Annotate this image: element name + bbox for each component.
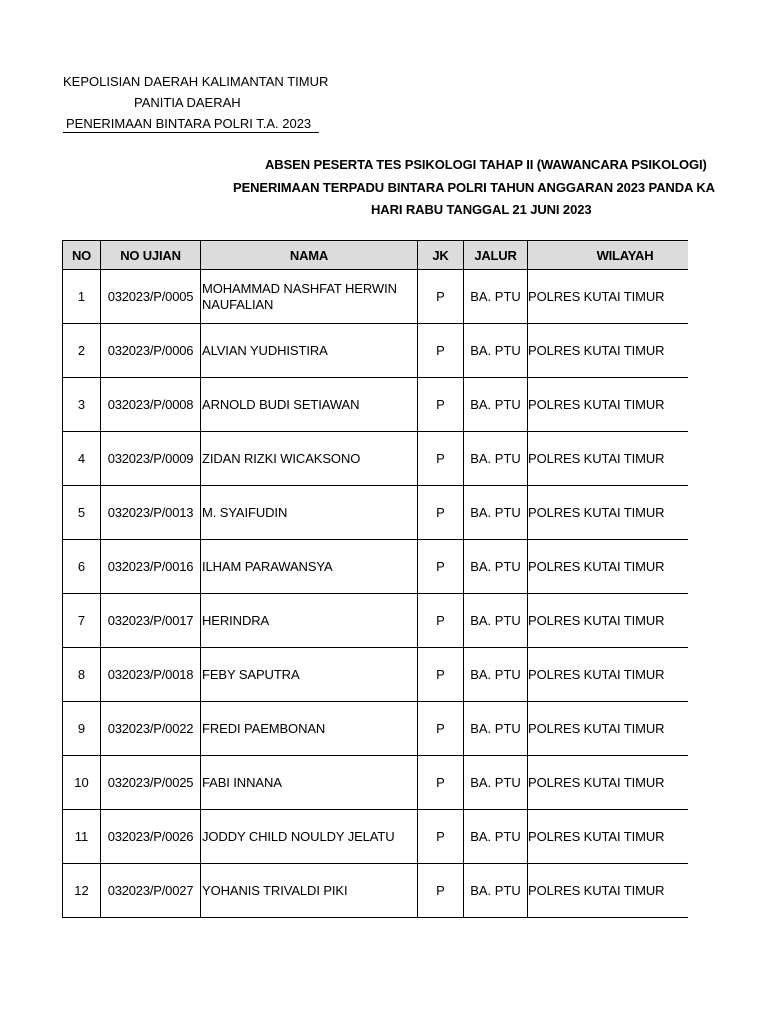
- table-header-row: [63, 241, 689, 270]
- cell-no-ujian: 032023/P/0005: [101, 270, 201, 324]
- cell-wilayah: POLRES KUTAI TIMUR: [528, 432, 689, 486]
- cell-no: 4: [63, 432, 101, 486]
- attendance-table: [62, 240, 688, 918]
- cell-jalur: BA. PTU: [464, 540, 528, 594]
- table-row: [63, 270, 689, 324]
- cell-wilayah: POLRES KUTAI TIMUR: [528, 324, 689, 378]
- cell-no-ujian: 032023/P/0017: [101, 594, 201, 648]
- cell-jalur: BA. PTU: [464, 810, 528, 864]
- table-row: [63, 594, 689, 648]
- cell-wilayah: POLRES KUTAI TIMUR: [528, 648, 689, 702]
- cell-nama: JODDY CHILD NOULDY JELATU: [201, 810, 418, 864]
- cell-nama: MOHAMMAD NASHFAT HERWIN NAUFALIAN: [201, 270, 418, 324]
- org-name: KEPOLISIAN DAERAH KALIMANTAN TIMUR: [63, 74, 329, 89]
- cell-jalur: BA. PTU: [464, 486, 528, 540]
- cell-no: 1: [63, 270, 101, 324]
- cell-nama: ILHAM PARAWANSYA: [201, 540, 418, 594]
- cell-no-ujian: 032023/P/0027: [101, 864, 201, 918]
- cell-jalur: BA. PTU: [464, 378, 528, 432]
- table-row: [63, 432, 689, 486]
- cell-wilayah: POLRES KUTAI TIMUR: [528, 756, 689, 810]
- cell-nama: ARNOLD BUDI SETIAWAN: [201, 378, 418, 432]
- cell-no: 10: [63, 756, 101, 810]
- cell-jk: P: [418, 756, 464, 810]
- column-header-jalur: JALUR: [464, 241, 528, 270]
- document-date: HARI RABU TANGGAL 21 JUNI 2023: [371, 202, 592, 217]
- cell-no-ujian: 032023/P/0022: [101, 702, 201, 756]
- table-row: [63, 810, 689, 864]
- column-header-no: NO: [63, 241, 101, 270]
- cell-no: 8: [63, 648, 101, 702]
- cell-wilayah: POLRES KUTAI TIMUR: [528, 702, 689, 756]
- cell-no-ujian: 032023/P/0018: [101, 648, 201, 702]
- cell-jalur: BA. PTU: [464, 648, 528, 702]
- cell-nama: ZIDAN RIZKI WICAKSONO: [201, 432, 418, 486]
- cell-wilayah: POLRES KUTAI TIMUR: [528, 270, 689, 324]
- committee-name: PANITIA DAERAH: [134, 95, 241, 110]
- cell-no-ujian: 032023/P/0008: [101, 378, 201, 432]
- cell-jk: P: [418, 810, 464, 864]
- cell-jalur: BA. PTU: [464, 324, 528, 378]
- cell-jalur: BA. PTU: [464, 594, 528, 648]
- cell-jalur: BA. PTU: [464, 432, 528, 486]
- table-row: [63, 324, 689, 378]
- cell-nama: M. SYAIFUDIN: [201, 486, 418, 540]
- cell-wilayah: POLRES KUTAI TIMUR: [528, 810, 689, 864]
- cell-no-ujian: 032023/P/0026: [101, 810, 201, 864]
- cell-wilayah: POLRES KUTAI TIMUR: [528, 864, 689, 918]
- cell-jalur: BA. PTU: [464, 702, 528, 756]
- cell-no: 11: [63, 810, 101, 864]
- cell-no: 6: [63, 540, 101, 594]
- cell-jk: P: [418, 486, 464, 540]
- cell-jk: P: [418, 594, 464, 648]
- cell-no-ujian: 032023/P/0009: [101, 432, 201, 486]
- cell-jk: P: [418, 324, 464, 378]
- table-row: [63, 378, 689, 432]
- cell-no: 2: [63, 324, 101, 378]
- cell-jk: P: [418, 270, 464, 324]
- cell-wilayah: POLRES KUTAI TIMUR: [528, 378, 689, 432]
- attendance-table-container: [62, 240, 688, 922]
- cell-no: 12: [63, 864, 101, 918]
- cell-nama: FREDI PAEMBONAN: [201, 702, 418, 756]
- cell-jalur: BA. PTU: [464, 270, 528, 324]
- table-row: [63, 702, 689, 756]
- table-row: [63, 864, 689, 918]
- cell-jk: P: [418, 864, 464, 918]
- cell-no: 9: [63, 702, 101, 756]
- cell-jalur: BA. PTU: [464, 756, 528, 810]
- cell-jk: P: [418, 648, 464, 702]
- document-title: ABSEN PESERTA TES PSIKOLOGI TAHAP II (WAWANCARA PSIKOLOGI): [265, 157, 707, 172]
- cell-jk: P: [418, 432, 464, 486]
- cell-nama: FABI INNANA: [201, 756, 418, 810]
- cell-jalur: BA. PTU: [464, 864, 528, 918]
- cell-no-ujian: 032023/P/0013: [101, 486, 201, 540]
- cell-no: 3: [63, 378, 101, 432]
- cell-no-ujian: 032023/P/0025: [101, 756, 201, 810]
- table-row: [63, 540, 689, 594]
- cell-no: 7: [63, 594, 101, 648]
- cell-no: 5: [63, 486, 101, 540]
- cell-wilayah: POLRES KUTAI TIMUR: [528, 486, 689, 540]
- cell-no-ujian: 032023/P/0016: [101, 540, 201, 594]
- column-header-no-ujian: NO UJIAN: [101, 241, 201, 270]
- cell-jk: P: [418, 540, 464, 594]
- cell-nama: ALVIAN YUDHISTIRA: [201, 324, 418, 378]
- table-body: [63, 270, 689, 918]
- program-name: PENERIMAAN BINTARA POLRI T.A. 2023: [63, 116, 319, 133]
- column-header-jk: JK: [418, 241, 464, 270]
- document-subtitle: PENERIMAAN TERPADU BINTARA POLRI TAHUN ANGGARAN 2023 PANDA KA: [233, 180, 715, 195]
- cell-nama: FEBY SAPUTRA: [201, 648, 418, 702]
- cell-nama: YOHANIS TRIVALDI PIKI: [201, 864, 418, 918]
- column-header-nama: NAMA: [201, 241, 418, 270]
- cell-jk: P: [418, 702, 464, 756]
- cell-jk: P: [418, 378, 464, 432]
- cell-wilayah: POLRES KUTAI TIMUR: [528, 594, 689, 648]
- cell-nama: HERINDRA: [201, 594, 418, 648]
- table-row: [63, 486, 689, 540]
- table-row: [63, 648, 689, 702]
- cell-wilayah: POLRES KUTAI TIMUR: [528, 540, 689, 594]
- cell-no-ujian: 032023/P/0006: [101, 324, 201, 378]
- column-header-wilayah: WILAYAH: [528, 241, 689, 270]
- table-row: [63, 756, 689, 810]
